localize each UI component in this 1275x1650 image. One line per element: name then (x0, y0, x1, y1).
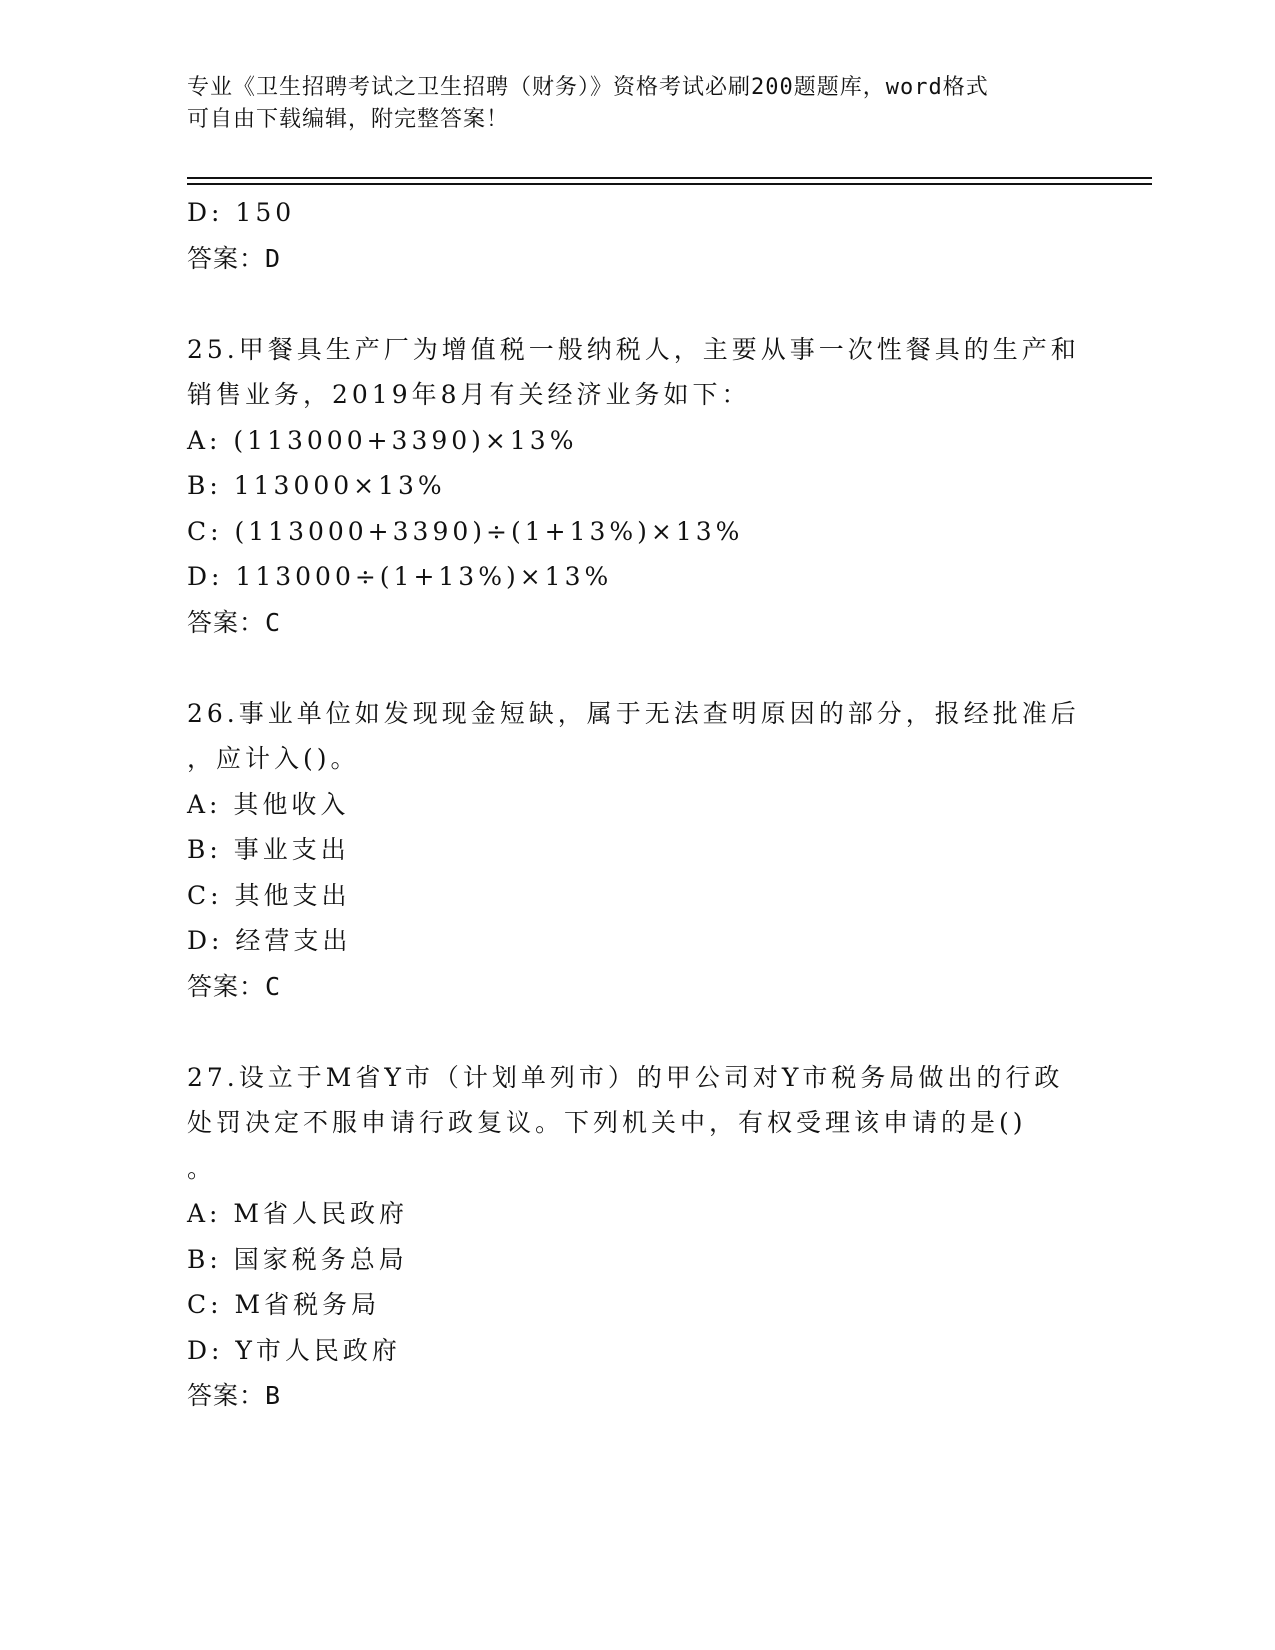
option-a: A: M省人民政府 (187, 1199, 409, 1228)
option-a: A: 其他收入 (187, 789, 350, 819)
answer: 答案：C (187, 971, 282, 1001)
option-b: B: 113000×13% (187, 471, 446, 500)
option-d: D: Y市人民政府 (187, 1335, 401, 1365)
option-b: B: 事业支出 (187, 835, 350, 864)
answer: 答案：B (187, 1381, 282, 1410)
option-c: C: M省税务局 (187, 1290, 381, 1319)
question-stem-line: 25.甲餐具生产厂为增值税一般纳税人，主要从事一次性餐具的生产和 (187, 334, 1080, 364)
question-stem-line: 处罚决定不服申请行政复议。下列机关中，有权受理该申请的是() (187, 1108, 1027, 1137)
option-a: A: (113000+3390)×13% (187, 425, 578, 455)
option-c: C: 其他支出 (187, 880, 351, 910)
header-divider-top (187, 177, 1152, 179)
question-stem-line: ，应计入()。 (187, 744, 360, 773)
spacer (187, 645, 1087, 691)
option-c: C: (113000+3390)÷(1+13%)×13% (187, 516, 744, 546)
header-divider-bottom (187, 183, 1152, 185)
spacer (187, 1009, 1087, 1055)
question-stem-line: 销售业务，2019年8月有关经济业务如下： (187, 380, 751, 409)
option-d: D: 150 (187, 198, 296, 227)
header-line-2: 可自由下载编辑，附完整答案！ (187, 107, 510, 132)
question-25 (187, 327, 1087, 646)
question-stem-line: 27.设立于M省Y市（计划单列市）的甲公司对Y市税务局做出的行政 (187, 1062, 1064, 1092)
question-27 (187, 1055, 1087, 1419)
option-d: D: 经营支出 (187, 926, 352, 955)
prev-question (187, 190, 1087, 281)
option-d: D: 113000÷(1+13%)×13% (187, 562, 613, 591)
question-content (187, 190, 1087, 1419)
question-26 (187, 691, 1087, 1010)
answer: 答案：D (187, 243, 282, 273)
spacer (187, 281, 1087, 327)
document-header (187, 72, 1067, 136)
header-line-1: 专业《卫生招聘考试之卫生招聘（财务）》资格考试必刷200题题库，word格式 (187, 75, 989, 100)
question-stem-line: 26.事业单位如发现现金短缺，属于无法查明原因的部分，报经批准后 (187, 698, 1080, 728)
answer: 答案：C (187, 607, 282, 637)
question-stem-line: 。 (187, 1153, 217, 1183)
option-b: B: 国家税务总局 (187, 1244, 408, 1274)
